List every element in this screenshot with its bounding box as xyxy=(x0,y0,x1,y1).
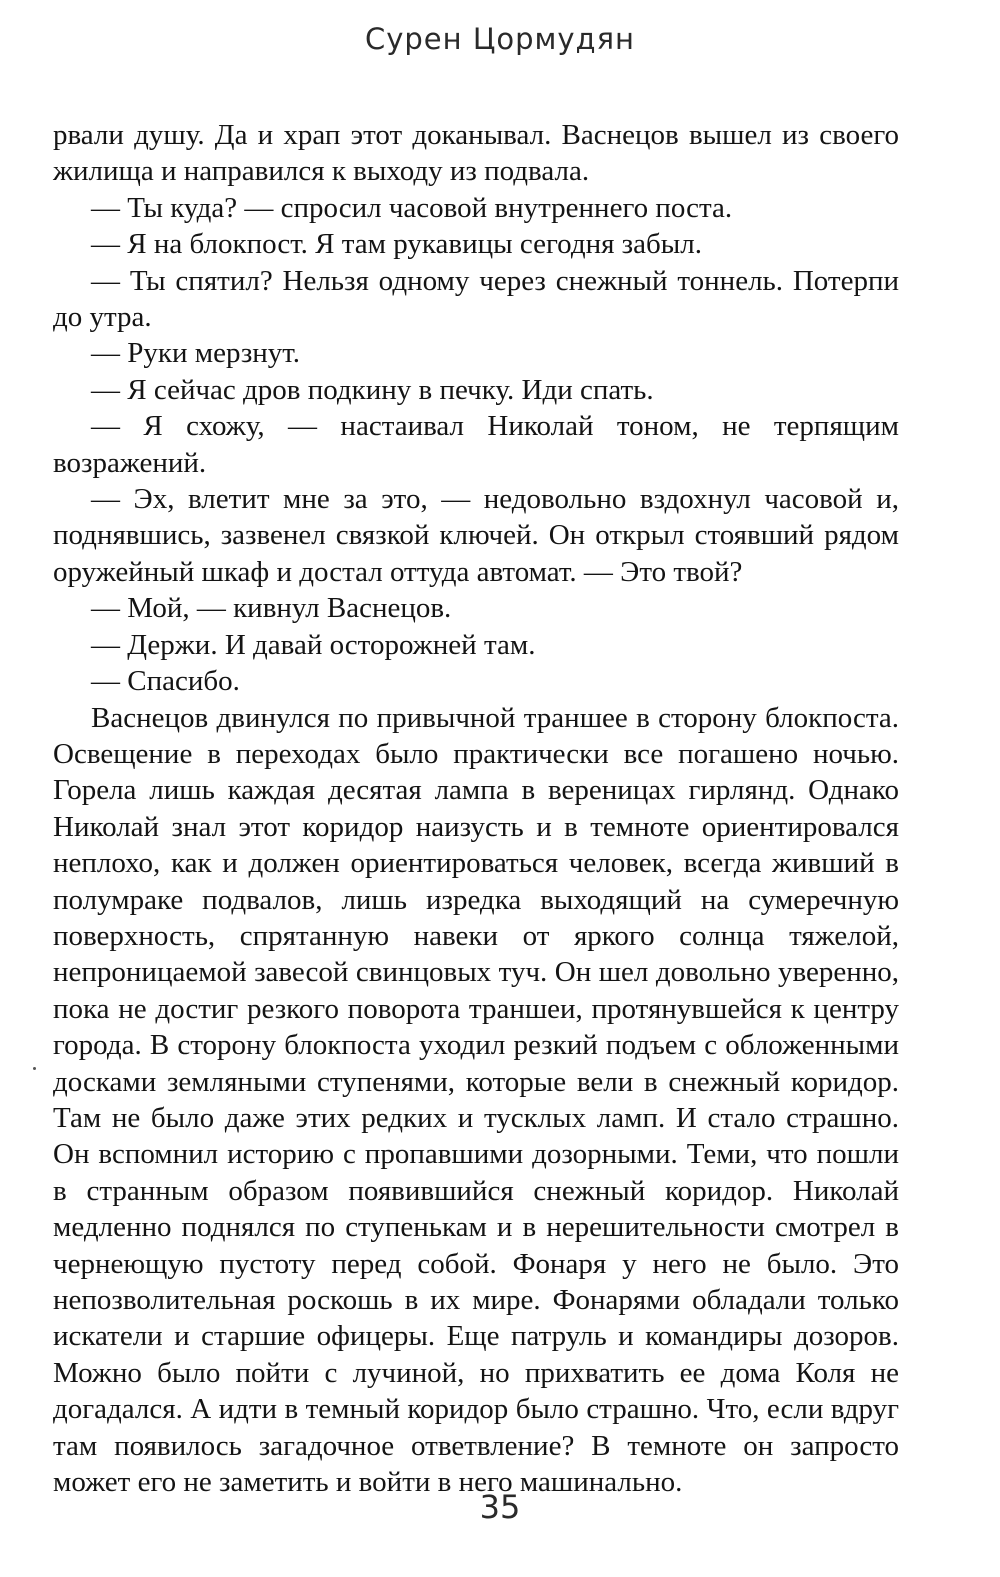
running-head: Сурен Цормудян xyxy=(364,22,635,56)
paragraph-continuation: рвали душу. Да и храп этот доканывал. Васнецов вышел из своего жилища и направился к выходу из подвала. xyxy=(53,119,899,188)
dialogue-line: — Я схожу, — настаивал Николай тоном, не терпящим возражений. xyxy=(53,410,899,479)
dialogue-line: — Ты куда? — спросил часовой внутреннего поста. xyxy=(91,191,733,224)
dialogue-line: — Я сейчас дров подкину в печку. Иди спать. xyxy=(91,373,654,406)
print-speck xyxy=(33,1067,36,1070)
body-text xyxy=(53,117,899,1500)
dialogue-line: — Мой, — кивнул Васнецов. xyxy=(91,592,452,625)
dialogue-line: — Эх, влетит мне за это, — недовольно вздохнул часовой и, поднявшись, зазвенел связкой ключей. Он открыл стоявший рядом оружейный шкаф и достал оттуда автомат. — Это твой? xyxy=(53,483,899,588)
dialogue-line: — Спасибо. xyxy=(91,665,240,698)
dialogue-line: — Руки мерзнут. xyxy=(91,337,301,370)
dialogue-line: — Ты спятил? Нельзя одному через снежный тоннель. Потерпи до утра. xyxy=(53,264,899,334)
narrative-paragraph: Васнецов двинулся по привычной траншее в сторону блокпоста. Освещение в переходах было практически все погашено ночью. Горела лишь каждая десятая лампа в вереницах гирлянд. Однако Николай знал этот коридор наизусть и в темноте ориентировался неплохо, как и должен ориентироваться человек, всегда живший в полумраке подвалов, лишь изредка выходящий на сумеречную поверхность, спрятанную навеки от яркого солнца тяжелой, непроницаемой завесой свинцовых туч. Он шел довольно уверенно, пока не достиг резкого поворота траншеи, протянувшейся к центру города. В сторону блокпоста уходил резкий подъем с обложенными досками земляными ступенями, которые вели в снежный коридор. Там не было даже этих редких и тусклых ламп. И стало страшно. Он вспомнил историю с пропавшими дозорными. Теми, что пошли в странным образом появившийся снежный коридор. Николай медленно поднялся по ступенькам и в нерешительности смотрел в чернеющую пустоту перед собой. Фонаря у него не было. Это непозволительная роскошь в их мире. Фонарями обладали только искатели и старшие офицеры. Еще патруль и командиры дозоров. Можно было пойти с лучиной, но прихватить ее дома Коля не догадался. А идти в темный коридор было страшно. Что, если вдруг там появилось загадочное ответвление? В темноте он запросто может его не заметить и войти в него машинально. xyxy=(53,701,899,1499)
dialogue-line: — Я на блокпост. Я там рукавицы сегодня забыл. xyxy=(91,228,702,261)
page-number: 35 xyxy=(479,1488,521,1526)
dialogue-line: — Держи. И давай осторожней там. xyxy=(91,628,536,661)
